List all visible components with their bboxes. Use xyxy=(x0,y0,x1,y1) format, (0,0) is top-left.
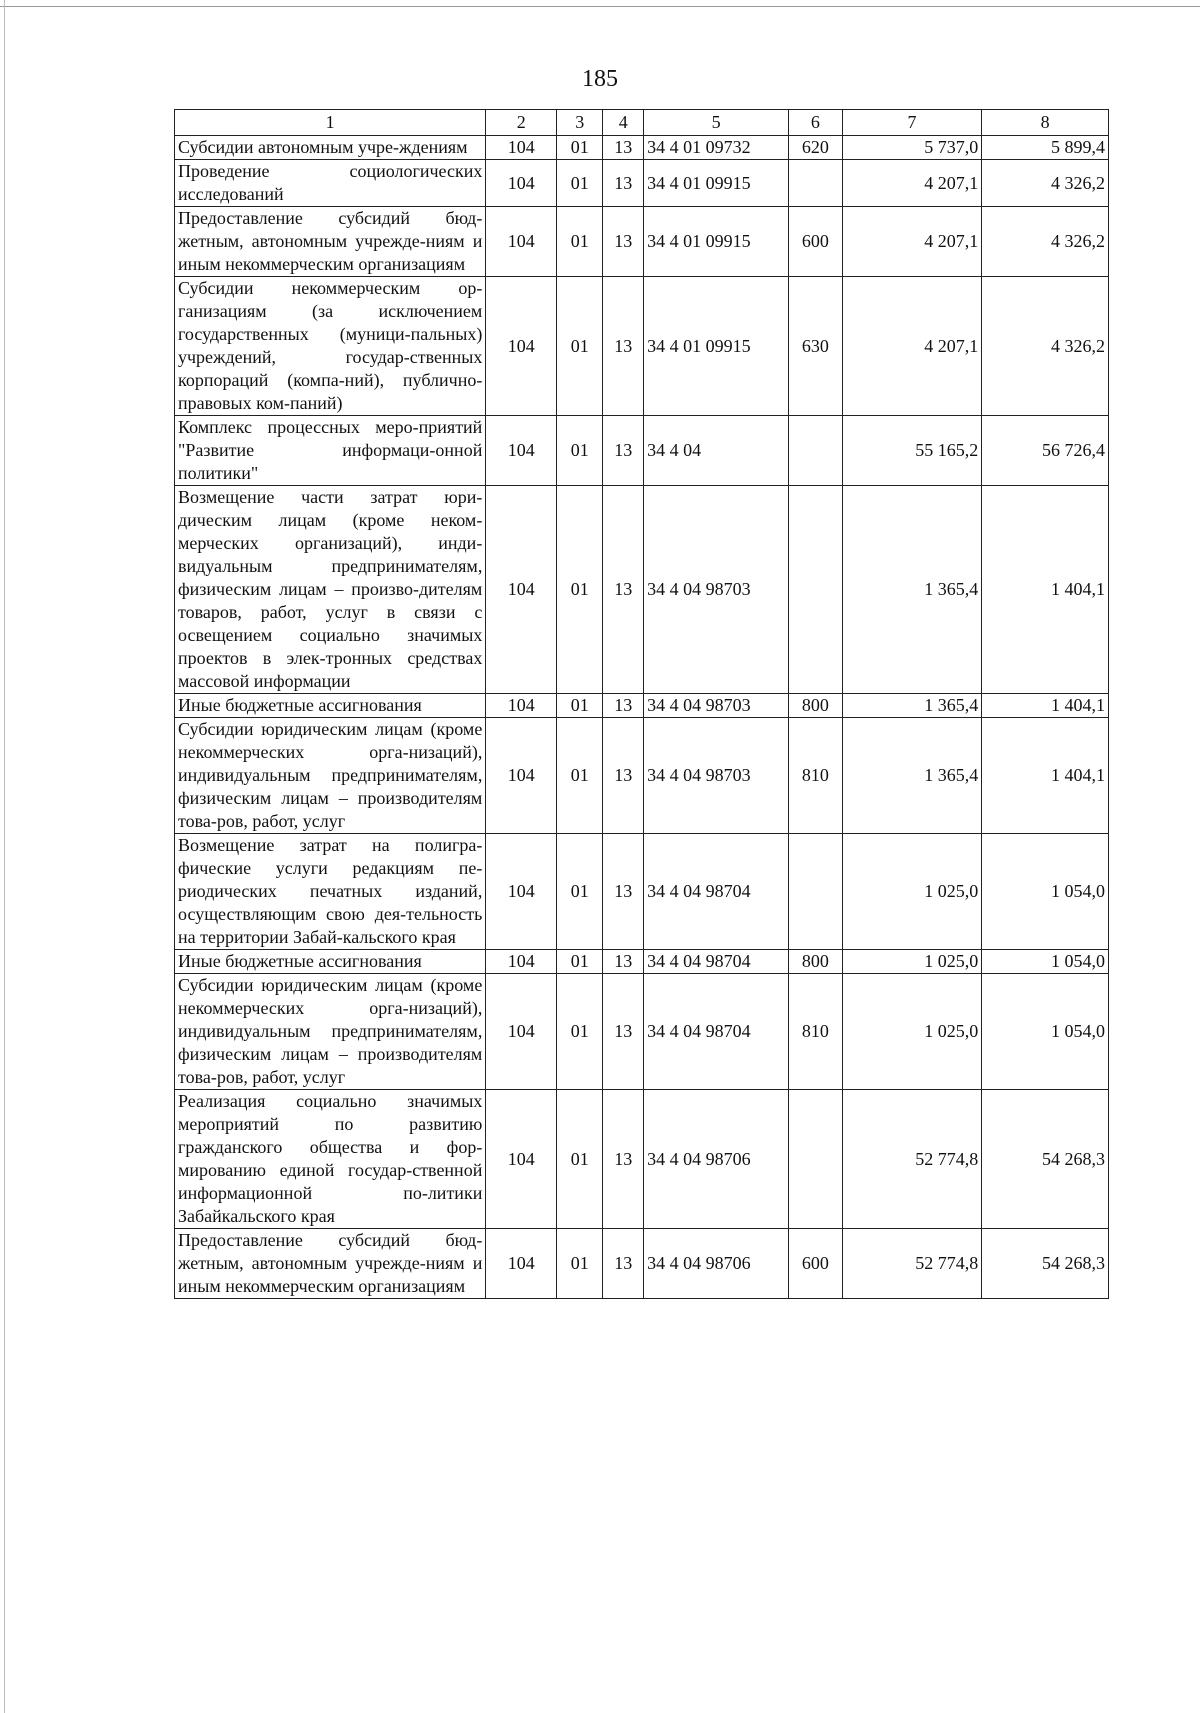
table-row xyxy=(175,1090,1109,1229)
amount-year2-cell: 54 268,3 xyxy=(982,1090,1109,1229)
row-name-cell: Предоставление субсидий бюд-жетным, автономным учрежде-ниям и иным некоммерческим организациям xyxy=(175,207,486,277)
table-row xyxy=(175,160,1109,207)
expense-type-cell: 600 xyxy=(789,207,843,277)
column-header: 1 xyxy=(175,110,486,136)
subsection-code-cell: 01 xyxy=(557,486,603,694)
target-article-cell: 34 4 04 98704 xyxy=(644,974,789,1090)
table-row xyxy=(175,694,1109,718)
amount-year2-cell: 1 054,0 xyxy=(982,974,1109,1090)
column-header: 4 xyxy=(603,110,644,136)
subsection-code-cell: 01 xyxy=(557,416,603,486)
row-name-cell: Иные бюджетные ассигнования xyxy=(175,694,486,718)
section-code-cell: 104 xyxy=(486,136,557,160)
section-code-cell: 104 xyxy=(486,950,557,974)
target-article-cell: 34 4 04 98703 xyxy=(644,486,789,694)
amount-year2-cell: 4 326,2 xyxy=(982,160,1109,207)
column-header: 6 xyxy=(789,110,843,136)
subsection-code-cell: 01 xyxy=(557,160,603,207)
expense-type-cell: 600 xyxy=(789,1229,843,1299)
subsection-code-cell: 01 xyxy=(557,207,603,277)
amount-year1-cell: 1 365,4 xyxy=(842,486,982,694)
subsection-code-cell: 01 xyxy=(557,974,603,1090)
amount-year2-cell: 5 899,4 xyxy=(982,136,1109,160)
amount-year1-cell: 1 025,0 xyxy=(842,834,982,950)
table-row xyxy=(175,834,1109,950)
subsection-detail-cell: 13 xyxy=(603,136,644,160)
row-name-cell: Субсидии юридическим лицам (кроме некоммерческих орга-низаций), индивидуальным предпринимателям, физическим лицам – производителям това-ров, работ, услуг xyxy=(175,718,486,834)
expense-type-cell: 630 xyxy=(789,277,843,416)
subsection-detail-cell: 13 xyxy=(603,160,644,207)
expense-type-cell xyxy=(789,1090,843,1229)
subsection-code-cell: 01 xyxy=(557,1229,603,1299)
target-article-cell: 34 4 04 98704 xyxy=(644,950,789,974)
target-article-cell: 34 4 01 09915 xyxy=(644,207,789,277)
target-article-cell: 34 4 04 98703 xyxy=(644,718,789,834)
amount-year1-cell: 1 365,4 xyxy=(842,718,982,834)
row-name-cell: Комплекс процессных меро-приятий "Развитие информаци-онной политики" xyxy=(175,416,486,486)
row-name-cell: Проведение социологических исследований xyxy=(175,160,486,207)
target-article-cell: 34 4 01 09732 xyxy=(644,136,789,160)
subsection-detail-cell: 13 xyxy=(603,1090,644,1229)
scan-edge-left xyxy=(4,0,5,1713)
expense-type-cell: 810 xyxy=(789,718,843,834)
section-code-cell: 104 xyxy=(486,277,557,416)
target-article-cell: 34 4 04 98703 xyxy=(644,694,789,718)
amount-year1-cell: 5 737,0 xyxy=(842,136,982,160)
column-header: 2 xyxy=(486,110,557,136)
subsection-detail-cell: 13 xyxy=(603,277,644,416)
row-name-cell: Предоставление субсидий бюд-жетным, автономным учрежде-ниям и иным некоммерческим организациям xyxy=(175,1229,486,1299)
column-header: 7 xyxy=(842,110,982,136)
amount-year2-cell: 54 268,3 xyxy=(982,1229,1109,1299)
amount-year1-cell: 4 207,1 xyxy=(842,160,982,207)
amount-year1-cell: 1 365,4 xyxy=(842,694,982,718)
amount-year1-cell: 1 025,0 xyxy=(842,974,982,1090)
target-article-cell: 34 4 04 98704 xyxy=(644,834,789,950)
column-header: 5 xyxy=(644,110,789,136)
expense-type-cell: 810 xyxy=(789,974,843,1090)
table-row xyxy=(175,207,1109,277)
section-code-cell: 104 xyxy=(486,718,557,834)
row-name-cell: Возмещение затрат на полигра-фические услуги редакциям пе-риодических печатных изданий, осуществляющим свою дея-тельность на территории Забай-кальского края xyxy=(175,834,486,950)
amount-year2-cell: 4 326,2 xyxy=(982,277,1109,416)
target-article-cell: 34 4 01 09915 xyxy=(644,160,789,207)
target-article-cell: 34 4 04 98706 xyxy=(644,1229,789,1299)
expense-type-cell xyxy=(789,486,843,694)
amount-year2-cell: 1 054,0 xyxy=(982,834,1109,950)
section-code-cell: 104 xyxy=(486,416,557,486)
scan-edge-top xyxy=(0,6,1200,7)
section-code-cell: 104 xyxy=(486,974,557,1090)
subsection-detail-cell: 13 xyxy=(603,694,644,718)
expense-type-cell: 620 xyxy=(789,136,843,160)
subsection-detail-cell: 13 xyxy=(603,486,644,694)
table-row xyxy=(175,277,1109,416)
subsection-detail-cell: 13 xyxy=(603,1229,644,1299)
table-row xyxy=(175,718,1109,834)
section-code-cell: 104 xyxy=(486,694,557,718)
expense-type-cell: 800 xyxy=(789,694,843,718)
table-row xyxy=(175,1229,1109,1299)
amount-year2-cell: 1 054,0 xyxy=(982,950,1109,974)
row-name-cell: Субсидии автономным учре-ждениям xyxy=(175,136,486,160)
subsection-detail-cell: 13 xyxy=(603,416,644,486)
table-row xyxy=(175,486,1109,694)
target-article-cell: 34 4 04 xyxy=(644,416,789,486)
subsection-detail-cell: 13 xyxy=(603,950,644,974)
amount-year1-cell: 1 025,0 xyxy=(842,950,982,974)
expense-type-cell: 800 xyxy=(789,950,843,974)
column-header: 3 xyxy=(557,110,603,136)
subsection-code-cell: 01 xyxy=(557,136,603,160)
section-code-cell: 104 xyxy=(486,834,557,950)
amount-year1-cell: 52 774,8 xyxy=(842,1090,982,1229)
subsection-code-cell: 01 xyxy=(557,277,603,416)
target-article-cell: 34 4 04 98706 xyxy=(644,1090,789,1229)
table-row xyxy=(175,950,1109,974)
table-row xyxy=(175,136,1109,160)
table-row xyxy=(175,974,1109,1090)
amount-year2-cell: 4 326,2 xyxy=(982,207,1109,277)
subsection-code-cell: 01 xyxy=(557,694,603,718)
subsection-code-cell: 01 xyxy=(557,1090,603,1229)
amount-year2-cell: 56 726,4 xyxy=(982,416,1109,486)
target-article-cell: 34 4 01 09915 xyxy=(644,277,789,416)
row-name-cell: Иные бюджетные ассигнования xyxy=(175,950,486,974)
amount-year1-cell: 4 207,1 xyxy=(842,277,982,416)
expense-type-cell xyxy=(789,416,843,486)
row-name-cell: Реализация социально значимых мероприятий по развитию гражданского общества и фор-мированию единой государ-ственной информационной по-литики Забайкальского края xyxy=(175,1090,486,1229)
amount-year1-cell: 4 207,1 xyxy=(842,207,982,277)
amount-year1-cell: 55 165,2 xyxy=(842,416,982,486)
section-code-cell: 104 xyxy=(486,1090,557,1229)
amount-year2-cell: 1 404,1 xyxy=(982,718,1109,834)
row-name-cell: Субсидии юридическим лицам (кроме некоммерческих орга-низаций), индивидуальным предпринимателям, физическим лицам – производителям това-ров, работ, услуг xyxy=(175,974,486,1090)
section-code-cell: 104 xyxy=(486,1229,557,1299)
budget-table-body xyxy=(175,110,1109,1299)
expense-type-cell xyxy=(789,834,843,950)
budget-table xyxy=(174,109,1109,1299)
subsection-detail-cell: 13 xyxy=(603,718,644,834)
amount-year1-cell: 52 774,8 xyxy=(842,1229,982,1299)
table-row xyxy=(175,416,1109,486)
amount-year2-cell: 1 404,1 xyxy=(982,694,1109,718)
subsection-code-cell: 01 xyxy=(557,834,603,950)
expense-type-cell xyxy=(789,160,843,207)
subsection-detail-cell: 13 xyxy=(603,974,644,1090)
section-code-cell: 104 xyxy=(486,486,557,694)
page-number: 185 xyxy=(582,66,618,92)
subsection-code-cell: 01 xyxy=(557,718,603,834)
section-code-cell: 104 xyxy=(486,207,557,277)
section-code-cell: 104 xyxy=(486,160,557,207)
table-header-row xyxy=(175,110,1109,136)
row-name-cell: Субсидии некоммерческим ор-ганизациям (за исключением государственных (муници-пальных) учреждений, государ-ственных корпораций (компа-ний), публично-правовых ком-паний) xyxy=(175,277,486,416)
subsection-code-cell: 01 xyxy=(557,950,603,974)
subsection-detail-cell: 13 xyxy=(603,834,644,950)
subsection-detail-cell: 13 xyxy=(603,207,644,277)
column-header: 8 xyxy=(982,110,1109,136)
row-name-cell: Возмещение части затрат юри-дическим лицам (кроме неком-мерческих организаций), инди-видуальным предпринимателям, физическим лицам – произво-дителям товаров, работ, услуг в связи с освещением социально значимых проектов в элек-тронных средствах массовой информации xyxy=(175,486,486,694)
amount-year2-cell: 1 404,1 xyxy=(982,486,1109,694)
